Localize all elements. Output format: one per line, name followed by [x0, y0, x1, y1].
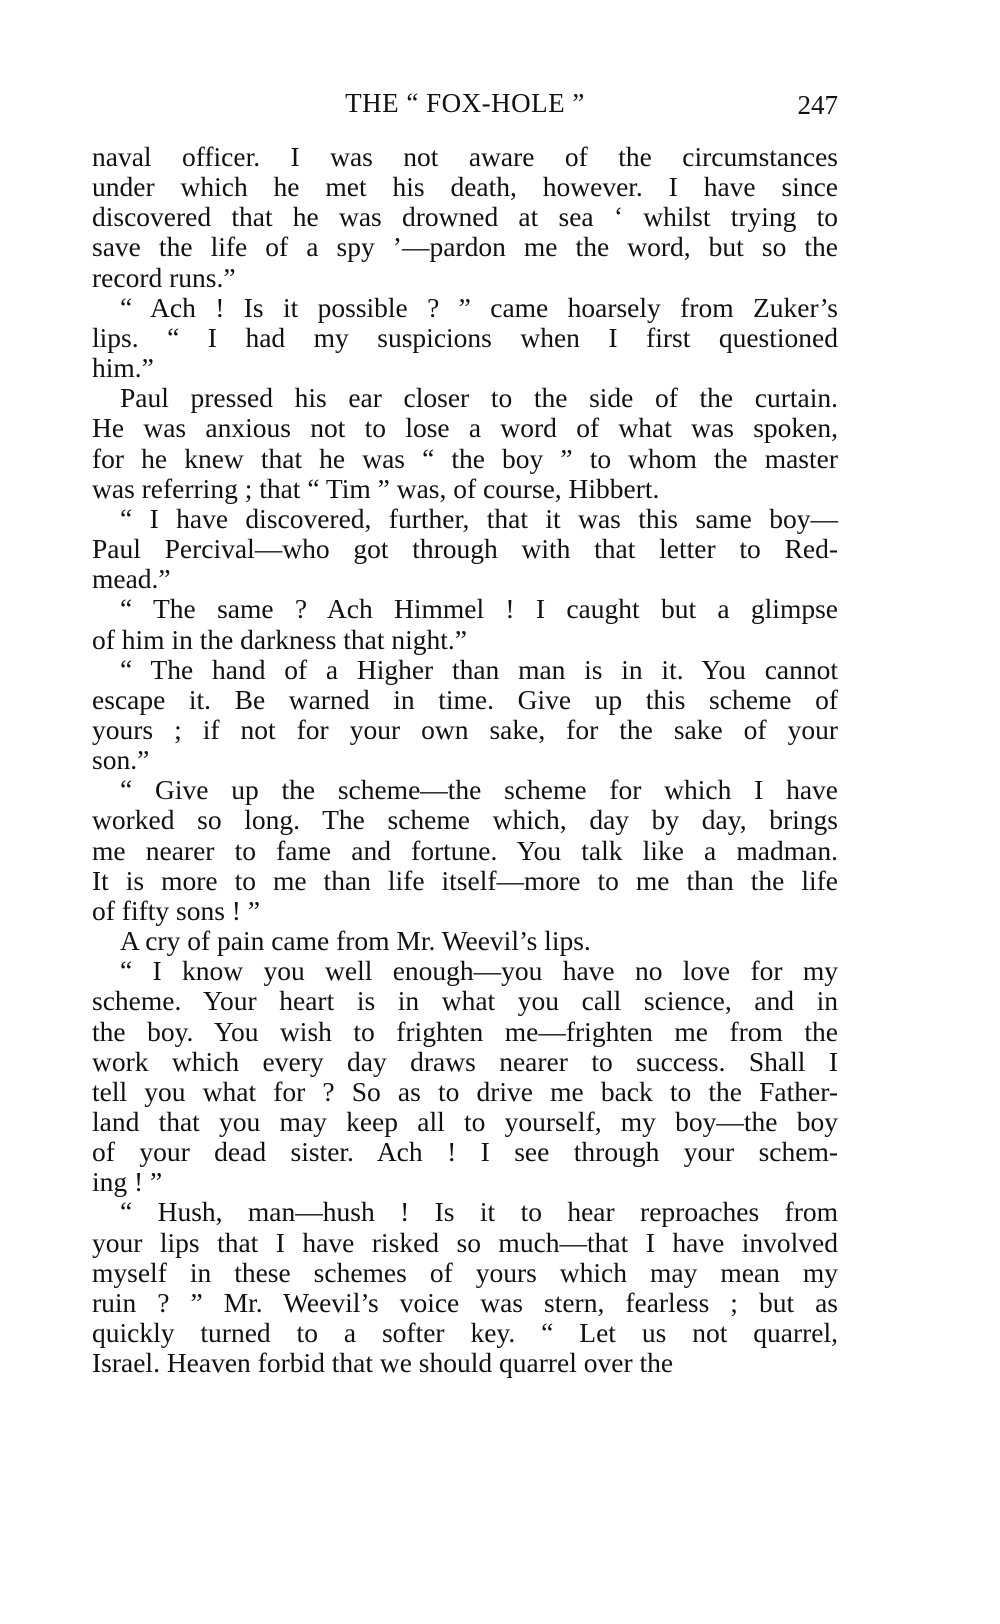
text-line: “ The same ? Ach Himmel ! I caught but a glimpse — [120, 593, 838, 625]
text-line: of your dead sister. Ach ! I see through your schem- — [92, 1136, 838, 1168]
text-line: Paul Percival—who got through with that letter to Red- — [92, 533, 838, 565]
text-line: “ Ach ! Is it possible ? ” came hoarsely from Zuker’s — [120, 291, 838, 323]
paragraph — [92, 293, 838, 383]
paragraph — [92, 594, 838, 654]
text-line: “ Hush, man—hush ! Is it to hear reproaches from — [120, 1196, 838, 1228]
text-line: escape it. Be warned in time. Give up this scheme of — [92, 683, 838, 715]
text-line: lips. “ I had my suspicions when I first questioned — [92, 321, 838, 353]
paragraph — [92, 504, 838, 594]
text-line: your lips that I have risked so much—that I have involved — [92, 1226, 838, 1258]
paragraph — [92, 655, 838, 776]
text-line: him.” — [92, 352, 154, 384]
text-line: “ I have discovered, further, that it was this same boy— — [120, 502, 838, 534]
text-line: under which he met his death, however. I have since — [92, 171, 838, 203]
text-line: ing ! ” — [92, 1166, 163, 1198]
book-page — [92, 88, 838, 1378]
text-line: son.” — [92, 744, 150, 776]
text-line: It is more to me than life itself—more to me than the life — [92, 864, 838, 896]
text-line: of him in the darkness that night.” — [92, 623, 467, 655]
text-line: record runs.” — [92, 261, 236, 293]
text-line: mead.” — [92, 563, 171, 595]
text-line: yours ; if not for your own sake, for the sake of your — [92, 713, 838, 745]
running-head: THE “ FOX-HOLE ” — [345, 88, 585, 118]
text-line: “ Give up the scheme—the scheme for which I have — [120, 774, 838, 806]
page-number: 247 — [797, 90, 838, 120]
text-line: ruin ? ” Mr. Weevil’s voice was stern, fearless ; but as — [92, 1286, 838, 1318]
text-line: scheme. Your heart is in what you call science, and in — [92, 985, 838, 1017]
paragraph — [92, 383, 838, 504]
text-line: “ The hand of a Higher than man is in it. You cannot — [120, 653, 838, 685]
text-line: quickly turned to a softer key. “ Let us not quarrel, — [92, 1317, 838, 1349]
paragraph — [92, 926, 838, 956]
text-line: He was anxious not to lose a word of what was spoken, — [92, 412, 838, 444]
text-line: A cry of pain came from Mr. Weevil’s lips. — [120, 925, 591, 957]
page-header — [92, 88, 838, 132]
text-line: discovered that he was drowned at sea ‘ whilst trying to — [92, 201, 838, 233]
text-line: Paul pressed his ear closer to the side of the curtain. — [120, 382, 838, 414]
text-line: me nearer to fame and fortune. You talk like a madman. — [92, 834, 838, 866]
text-line: work which every day draws nearer to success. Shall I — [92, 1045, 838, 1077]
text-line: of fifty sons ! ” — [92, 894, 261, 926]
text-line: the boy. You wish to frighten me—frighten me from the — [92, 1015, 838, 1047]
text-line: myself in these schemes of yours which may mean my — [92, 1256, 838, 1288]
text-line: save the life of a spy ’—pardon me the word, but so the — [92, 231, 838, 263]
paragraph — [92, 775, 838, 926]
text-line: naval officer. I was not aware of the circumstances — [92, 141, 838, 172]
text-line: worked so long. The scheme which, day by day, brings — [92, 804, 838, 836]
text-line: was referring ; that “ Tim ” was, of course, Hibbert. — [92, 472, 660, 504]
text-line: tell you what for ? So as to drive me back to the Father- — [92, 1075, 838, 1107]
text-line: for he knew that he was “ the boy ” to whom the master — [92, 442, 838, 474]
paragraph — [92, 1197, 838, 1378]
body-text — [92, 142, 838, 1378]
paragraph — [92, 142, 838, 293]
text-line: land that you may keep all to yourself, my boy—the boy — [92, 1106, 838, 1137]
text-line: “ I know you well enough—you have no love for my — [120, 955, 838, 987]
paragraph — [92, 956, 838, 1197]
text-line: Israel. Heaven forbid that we should quarrel over the — [92, 1347, 674, 1379]
